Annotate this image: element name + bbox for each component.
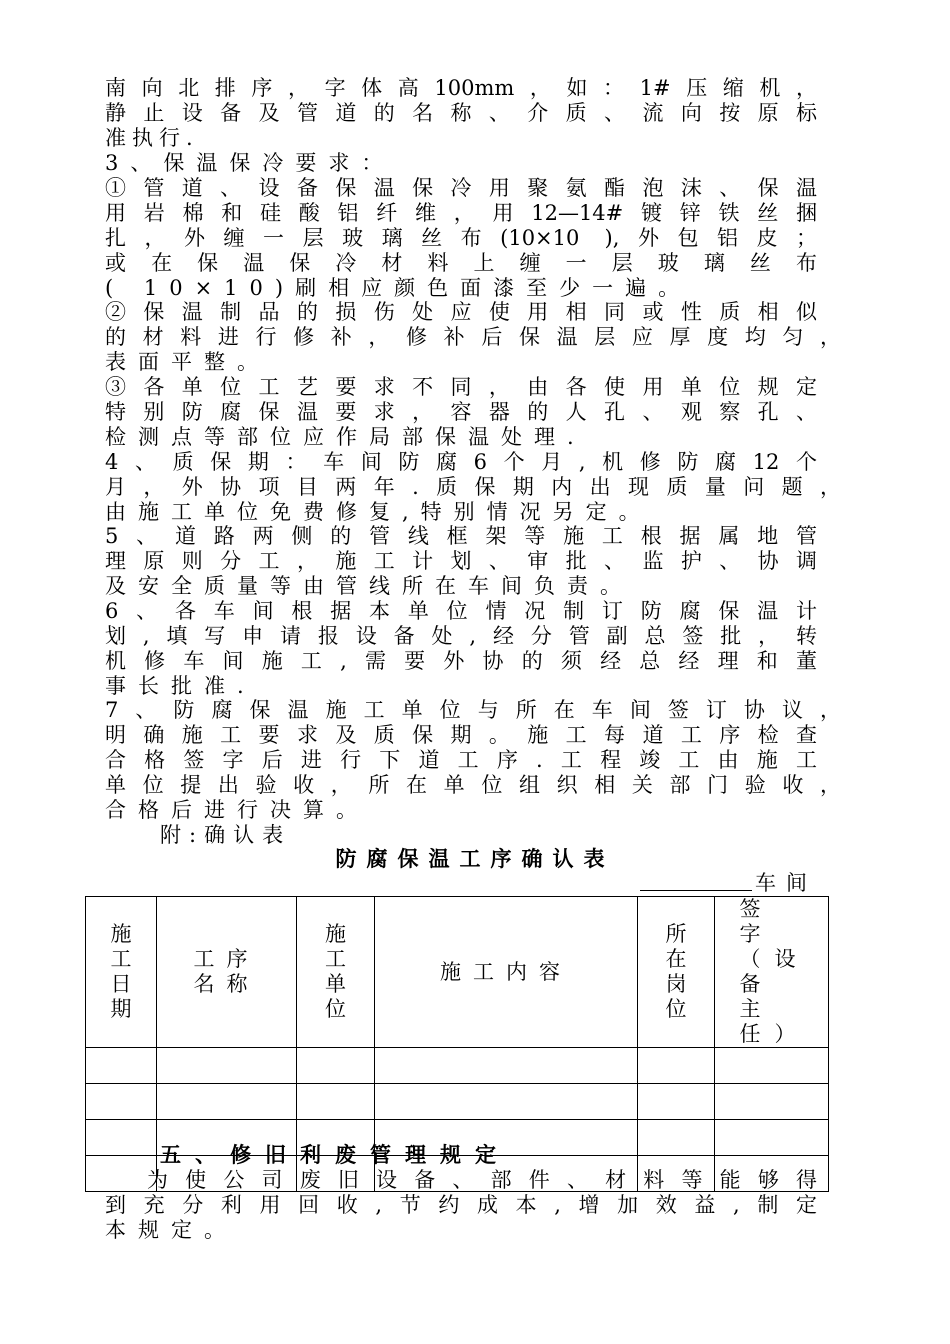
text-line: ①管道、设备保温保冷用聚氨酯泡沫、保温 bbox=[105, 176, 817, 200]
table-cell[interactable] bbox=[638, 1120, 715, 1156]
section-heading: 五、修旧利废管理规定 bbox=[160, 1143, 510, 1167]
text-line: 7、防腐保温施工单位与所在车间签订协议， bbox=[105, 698, 841, 722]
text-line: ②保温制品的损伤处应使用相同或性质相似 bbox=[105, 300, 817, 324]
table-cell[interactable] bbox=[297, 1048, 375, 1084]
table-cell[interactable] bbox=[297, 1084, 375, 1120]
table-cell[interactable] bbox=[638, 1084, 715, 1120]
text-line: 静止设备及管道的名称、介质、流向按原标 bbox=[105, 101, 817, 125]
table-cell[interactable] bbox=[86, 1120, 157, 1156]
table-cell[interactable] bbox=[715, 1084, 829, 1120]
text-line: 4、质保期：车间防腐6个月,机修防腐12个 bbox=[105, 450, 817, 474]
text-line: 单位提出验收，所在单位组织相关部门验收， bbox=[105, 773, 841, 797]
text-line: 检测点等部位应作局部保温处理. bbox=[105, 425, 586, 449]
header-content: 施工内容 bbox=[375, 897, 638, 1048]
header-post: 所在岗位 bbox=[638, 897, 715, 1048]
table-cell[interactable] bbox=[375, 1084, 638, 1120]
table-cell[interactable] bbox=[157, 1084, 297, 1120]
text-line: 理原则分工，施工计划、审批、监护、协调 bbox=[105, 549, 817, 573]
table-cell[interactable] bbox=[86, 1084, 157, 1120]
header-date: 施工日期 bbox=[86, 897, 157, 1048]
text-line: ③各单位工艺要求不同，由各使用单位规定 bbox=[105, 375, 817, 399]
table-cell[interactable] bbox=[638, 1048, 715, 1084]
text-line: 5、道路两侧的管线框架等施工根据属地管 bbox=[105, 524, 817, 548]
text-line: 为使公司废旧设备、部件、材料等能够得 bbox=[147, 1168, 817, 1192]
attachment-note: 附:确认表 bbox=[160, 823, 292, 847]
text-line: 扎，外缠一层玻璃丝布(10×10 ),外包铝皮； bbox=[105, 226, 817, 250]
table-cell[interactable] bbox=[375, 1048, 638, 1084]
text-line: 由施工单位免费修复,特别情况另定。 bbox=[105, 500, 652, 524]
table-cell[interactable] bbox=[715, 1120, 829, 1156]
text-line: 到充分利用回收,节约成本,增加效益,制定 bbox=[105, 1193, 817, 1217]
text-line: 南向北排序，字体高100mm，如：1#压缩机， bbox=[105, 76, 817, 100]
text-line: 机修车间施工,需要外协的须经总经理和董 bbox=[105, 649, 817, 673]
text-line: 特别防腐保温要求，容器的人孔、观察孔、 bbox=[105, 400, 817, 424]
text-line: 及安全质量等由管线所在车间负责。 bbox=[105, 574, 633, 598]
dept-blank-underline bbox=[640, 890, 752, 891]
text-line: 的材料进行修补，修补后保温层应厚度均匀， bbox=[105, 325, 841, 349]
table-cell[interactable] bbox=[157, 1048, 297, 1084]
table-cell[interactable] bbox=[715, 1048, 829, 1084]
table-header-row bbox=[86, 897, 829, 1048]
table-row bbox=[86, 1048, 829, 1084]
text-line: 3、保温保冷要求： bbox=[105, 151, 395, 175]
table-cell[interactable] bbox=[86, 1156, 157, 1192]
table-cell[interactable] bbox=[86, 1048, 157, 1084]
text-line: ( 10×10)刷相应颜色面漆至少一遍。 bbox=[105, 276, 692, 300]
table-title: 防腐保温工序确认表 bbox=[335, 847, 615, 871]
text-line: 事长批准. bbox=[105, 674, 256, 698]
text-line: 表面平整。 bbox=[105, 350, 270, 374]
text-line: 准执行. bbox=[105, 126, 199, 150]
dept-label: 车间 bbox=[755, 871, 817, 895]
text-line: 用岩棉和硅酸铝纤维，用12—14#镀锌铁丝捆 bbox=[105, 201, 817, 225]
text-line: 或在保温保冷材料上缠一层玻璃丝布 bbox=[105, 251, 817, 275]
header-process-name: 工序名称 bbox=[157, 897, 297, 1048]
text-line: 合格签字后进行下道工序.工程竣工由施工 bbox=[105, 748, 817, 772]
text-line: 明确施工要求及质保期。施工每道工序检查 bbox=[105, 723, 817, 747]
text-line: 划,填写申请报设备处,经分管副总签批，转 bbox=[105, 624, 817, 648]
header-signature: 签字（设备主任） bbox=[715, 897, 829, 1048]
text-line: 月，外协项目两年.质保期内出现质量问题， bbox=[105, 475, 841, 499]
header-unit: 施工单位 bbox=[297, 897, 375, 1048]
text-line: 本规定。 bbox=[105, 1218, 237, 1242]
text-line: 合格后进行决算。 bbox=[105, 798, 369, 822]
text-line: 6、各车间根据本单位情况制订防腐保温计 bbox=[105, 599, 817, 623]
table-row bbox=[86, 1084, 829, 1120]
